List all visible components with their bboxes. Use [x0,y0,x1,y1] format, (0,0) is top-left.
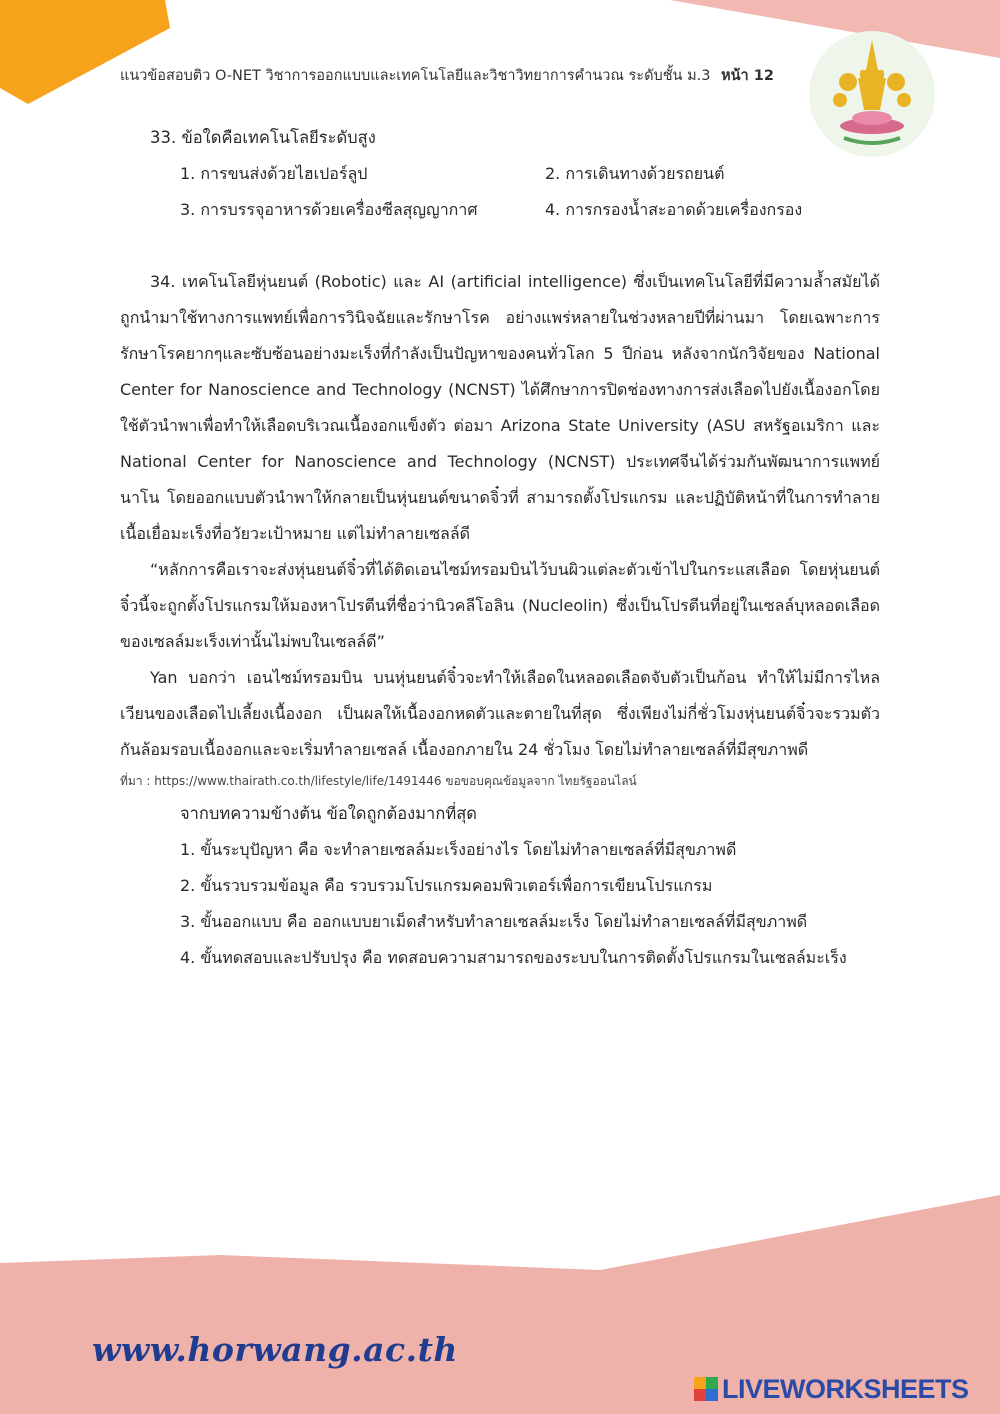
q34-question: จากบทความข้างต้น ข้อใดถูกต้องมากที่สุด [180,804,477,823]
liveworksheets-logo-icon [694,1377,718,1401]
page-number: หน้า 12 [721,68,774,84]
q34-answer-2[interactable]: 2. ขั้นรวบรวมข้อมูล คือ รวบรวมโปรแกรมคอมพิวเตอร์เพื่อการเขียนโปรแกรม [180,876,713,895]
q34-passage-paragraph-3: Yan บอกว่า เอนไซม์ทรอมบิน บนหุ่นยนต์จิ๋วจะทำให้เลือดในหลอดเลือดจับตัวเป็นก้อน ทำให้ไม่มีการไหลเวียนของเลือดไปเลี้ยงเนื้องอก เป็นผลให้เนื้องอกหดตัวและตายในที่สุด ซึ่งเพียงไม่กี่ชั่วโมงหุ่นยนต์จิ๋วจะรวมตัวกันล้อมรอบเนื้องอกและจะเริ่มทำลายเซลล์ เนื้องอกภายใน 24 ชั่วโมง โดยไม่ทำลายเซลล์ที่มีสุขภาพดี [120,668,880,759]
q34-answer-4[interactable]: 4. ขั้นทดสอบและปรับปรุง คือ ทดสอบความสามารถของระบบในการติดตั้งโปรแกรมในเซลล์มะเร็ง [180,948,847,967]
top-right-pink-shape [600,0,1000,60]
page-header [120,64,800,87]
liveworksheets-wordmark: LIVEWORKSHEETS [722,1373,969,1404]
question-33-choices [120,156,880,228]
q33-choice-2[interactable]: 2. การเดินทางด้วยรถยนต์ [545,164,725,183]
passage-source: ที่มา : https://www.thairath.co.th/lifestyle/life/1491446 ขอขอบคุณข้อมูลจาก ไทยรัฐออนไลน์ [120,774,637,788]
top-left-orange-shape [0,0,180,110]
header-title: แนวข้อสอบติว O-NET วิชาการออกแบบและเทคโนโลยีและวิชาวิทยาการคำนวณ ระดับชั้น ม.3 [120,68,711,84]
page-content [120,120,880,976]
footer-website-url: www.horwang.ac.th [92,1330,458,1369]
liveworksheets-brand [694,1372,969,1406]
q34-passage-paragraph-2: “หลักการคือเราจะส่งหุ่นยนต์จิ๋วที่ได้ติดเอนไซม์ทรอมบินไว้บนผิวแต่ละตัวเข้าไปในกระแสเลือด โดยหุ่นยนต์จิ๋วนี้จะถูกตั้งโปรแกรมให้มองหาโปรตีนที่ชื่อว่านิวคลีโอลิน (Nucleolin) ซึ่งเป็นโปรตีนที่อยู่ในเซลล์บุหลอดเลือดของเซลล์มะเร็งเท่านั้นไม่พบในเซลล์ดี” [120,560,880,651]
q33-choice-4[interactable]: 4. การกรองน้ำสะอาดด้วยเครื่องกรอง [545,200,803,219]
q33-choice-3[interactable]: 3. การบรรจุอาหารด้วยเครื่องซีลสุญญากาศ [180,200,478,219]
q33-choice-1[interactable]: 1. การขนส่งด้วยไฮเปอร์ลูป [180,164,368,183]
question-33-title: 33. ข้อใดคือเทคโนโลยีระดับสูง [150,128,376,147]
q34-answer-3[interactable]: 3. ขั้นออกแบบ คือ ออกแบบยาเม็ดสำหรับทำลายเซลล์มะเร็ง โดยไม่ทำลายเซลล์ที่มีสุขภาพดี [180,912,808,931]
q34-answer-1[interactable]: 1. ขั้นระบุปัญหา คือ จะทำลายเซลล์มะเร็งอย่างไร โดยไม่ทำลายเซลล์ที่มีสุขภาพดี [180,840,737,859]
q34-passage-paragraph-1: 34. เทคโนโลยีหุ่นยนต์ (Robotic) และ AI (artificial intelligence) ซึ่งเป็นเทคโนโลยีที่มีความล้ำสมัยได้ถูกนำมาใช้ทางการแพทย์เพื่อการวินิจฉัยและรักษาโรค อย่างแพร่หลายในช่วงหลายปีที่ผ่านมา โดยเฉพาะการรักษาโรคยากๆและซับซ้อนอย่างมะเร็งที่กำลังเป็นปัญหาของคนทั่วโลก 5 ปีก่อน หลังจากนักวิจัยของ National Center for Nanoscience and Technology (NCNST) ได้ศึกษาการปิดช่องทางการส่งเลือดไปยังเนื้องอกโดยใช้ตัวนำพาเพื่อทำให้เลือดบริเวณเนื้องอกแข็งตัว ต่อมา Arizona State University (ASU สหรัฐอเมริกา และ National Center for Nanoscience and Technology (NCNST) ประเทศจีนได้ร่วมกันพัฒนาการแพทย์นาโน โดยออกแบบตัวนำพาให้กลายเป็นหุ่นยนต์ขนาดจิ๋วที่ สามารถตั้งโปรแกรม และปฏิบัติหน้าที่ในการทำลายเนื้อเยื่อมะเร็งที่อวัยวะเป้าหมาย แต่ไม่ทำลายเซลล์ดี [120,272,880,543]
